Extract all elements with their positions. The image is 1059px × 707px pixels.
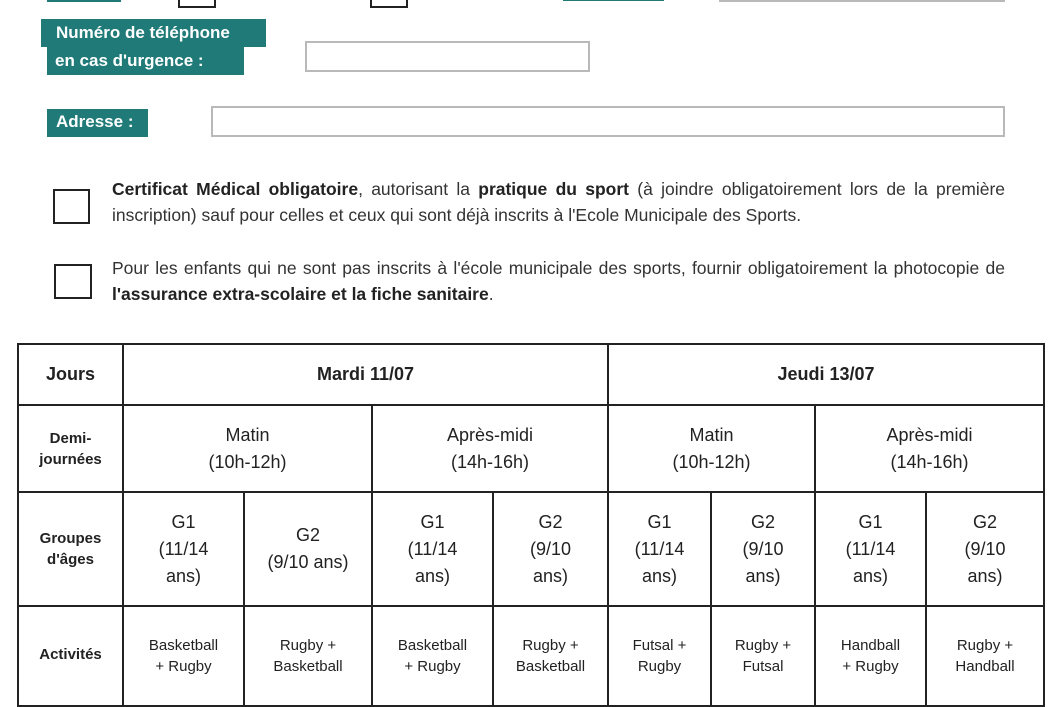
schedule-table bbox=[17, 343, 1045, 707]
group-age: (11/14 bbox=[407, 538, 458, 559]
half-days-label-text: Demi-journées bbox=[39, 429, 102, 468]
req1-bold2: pratique du sport bbox=[478, 179, 629, 199]
activity-line: Handball bbox=[955, 658, 1015, 675]
group-name: G1 bbox=[647, 511, 672, 532]
group-age-2: ans) bbox=[852, 565, 888, 586]
halfday-cell bbox=[608, 405, 815, 492]
group-cell bbox=[493, 492, 608, 606]
req2-text2: . bbox=[488, 284, 494, 304]
group-cell bbox=[244, 492, 372, 606]
group-age-2: ans) bbox=[641, 565, 677, 586]
group-name: G2 bbox=[538, 511, 563, 532]
group-age: (11/14 bbox=[845, 538, 896, 559]
group-name: G2 bbox=[972, 511, 997, 532]
header-jours: Jours bbox=[18, 344, 123, 405]
groups-label-line2: d'âges bbox=[47, 551, 94, 568]
group-name: G1 bbox=[171, 511, 196, 532]
group-age: (9/10 ans) bbox=[267, 552, 349, 572]
halfday-name: Matin bbox=[225, 424, 270, 445]
emergency-phone-label-line1: Numéro de téléphone bbox=[56, 23, 230, 42]
emergency-phone-label bbox=[41, 19, 266, 47]
activity-cell bbox=[815, 606, 926, 706]
group-name: G2 bbox=[295, 525, 320, 545]
activity-line: Rugby + bbox=[734, 637, 792, 654]
activity-cell bbox=[123, 606, 244, 706]
group-cell bbox=[926, 492, 1044, 606]
group-cell bbox=[372, 492, 493, 606]
group-age: (9/10 bbox=[964, 538, 1006, 559]
activity-line: + Rugby bbox=[155, 658, 212, 675]
activity-line: Basketball bbox=[397, 637, 468, 654]
insurance-text bbox=[112, 255, 1005, 307]
group-name: G1 bbox=[420, 511, 445, 532]
activity-line: + Rugby bbox=[842, 658, 899, 675]
group-name: G2 bbox=[750, 511, 775, 532]
top-cropped-checkbox-2[interactable] bbox=[370, 0, 408, 8]
halfday-cell bbox=[123, 405, 372, 492]
activity-line: Rugby + bbox=[279, 637, 337, 654]
halfday-time: (10h-12h) bbox=[208, 451, 287, 472]
halfday-name: Matin bbox=[689, 424, 734, 445]
group-cell bbox=[711, 492, 815, 606]
activity-line: + Rugby bbox=[404, 658, 461, 675]
group-age-2: ans) bbox=[532, 565, 568, 586]
halfday-name: Après-midi bbox=[886, 424, 973, 445]
address-label bbox=[47, 109, 148, 137]
activity-cell bbox=[372, 606, 493, 706]
insurance-checkbox[interactable] bbox=[54, 264, 92, 299]
activity-line: Rugby bbox=[637, 658, 682, 675]
group-age-2: ans) bbox=[414, 565, 450, 586]
activity-cell bbox=[493, 606, 608, 706]
halfday-cell bbox=[372, 405, 608, 492]
address-input[interactable] bbox=[211, 106, 1005, 137]
group-age: (11/14 bbox=[158, 538, 209, 559]
activity-line: Rugby + bbox=[956, 637, 1014, 654]
req1-bold1: Certificat Médical obligatoire bbox=[112, 179, 359, 199]
activity-line: Futsal + bbox=[632, 637, 687, 654]
group-cell bbox=[815, 492, 926, 606]
group-name: G1 bbox=[858, 511, 883, 532]
activity-line: Basketball bbox=[515, 658, 586, 675]
top-cropped-label bbox=[47, 0, 121, 2]
group-age-2: ans) bbox=[967, 565, 1003, 586]
top-cropped-checkbox-1[interactable] bbox=[178, 0, 216, 8]
group-cell bbox=[608, 492, 711, 606]
emergency-phone-label-line2: en cas d'urgence : bbox=[55, 51, 204, 70]
group-cell bbox=[123, 492, 244, 606]
activity-cell bbox=[711, 606, 815, 706]
req1-text2: (à joindre obligatoirement lors de la première inscription) sauf pour celles et ceux qui sont déjà inscrits à l'Ecole Municipale des Sports. bbox=[112, 179, 1006, 225]
activity-line: Basketball bbox=[273, 658, 343, 675]
halfday-time: (14h-16h) bbox=[450, 451, 530, 472]
activity-line: Basketball bbox=[148, 637, 219, 654]
halfday-time: (14h-16h) bbox=[890, 451, 969, 472]
req2-text1: Pour les enfants qui ne sont pas inscrits à l'école municipale des sports, fournir obligatoirement la photocopie de bbox=[112, 258, 1005, 278]
halfday-name: Après-midi bbox=[446, 424, 534, 445]
activities-label: Activités bbox=[18, 606, 123, 706]
activity-line: Futsal bbox=[742, 658, 784, 675]
activity-line: Rugby + bbox=[522, 637, 579, 654]
top-cropped-field[interactable] bbox=[719, 0, 1005, 2]
medical-certificate-text bbox=[112, 176, 1005, 228]
group-age: (9/10 bbox=[529, 538, 572, 559]
address-label-text: Adresse : bbox=[56, 112, 134, 131]
groups-label bbox=[18, 492, 123, 606]
emergency-phone-input[interactable] bbox=[305, 41, 590, 72]
day-header-tuesday: Mardi 11/07 bbox=[123, 344, 608, 405]
activity-line: Handball bbox=[840, 637, 901, 654]
day-header-thursday: Jeudi 13/07 bbox=[608, 344, 1044, 405]
top-cropped-label-2 bbox=[563, 0, 664, 1]
req1-text1: , autorisant la bbox=[358, 179, 479, 199]
halfday-cell bbox=[815, 405, 1044, 492]
emergency-phone-label-2 bbox=[47, 47, 244, 75]
group-age-2: ans) bbox=[745, 565, 781, 586]
group-age-2: ans) bbox=[165, 565, 201, 586]
groups-label-line1: Groupes bbox=[39, 530, 102, 547]
req2-bold1: l'assurance extra-scolaire et la fiche sanitaire bbox=[112, 284, 489, 304]
activity-cell bbox=[244, 606, 372, 706]
activity-cell bbox=[608, 606, 711, 706]
halfday-time: (10h-12h) bbox=[672, 451, 751, 472]
medical-certificate-checkbox[interactable] bbox=[53, 189, 90, 224]
half-days-label bbox=[18, 405, 123, 492]
group-age: (9/10 bbox=[742, 538, 784, 559]
group-age: (11/14 bbox=[634, 538, 685, 559]
activity-cell bbox=[926, 606, 1044, 706]
